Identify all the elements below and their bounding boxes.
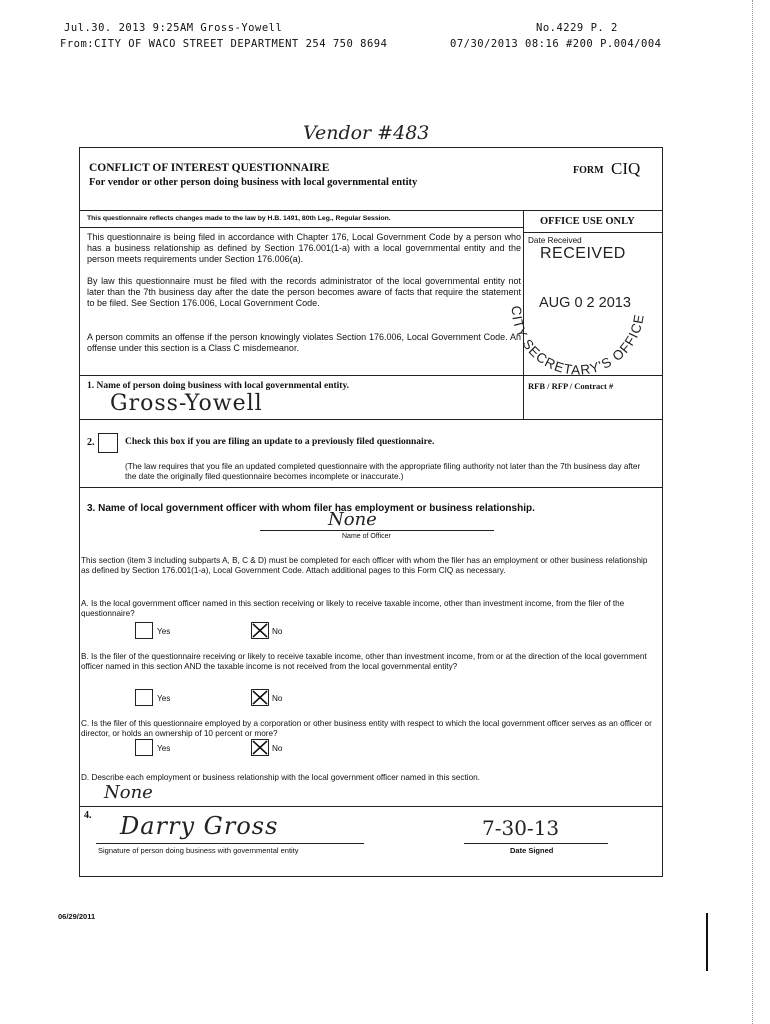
update-checkbox[interactable] [98,433,118,453]
question-c-yes-label: Yes [157,744,171,753]
fax-header-left-2: From:CITY OF WACO STREET DEPARTMENT 254 750 8694 [60,38,388,50]
question-c: C. Is the filer of this questionnaire employed by a corporation or other business entity with respect to which the local government officer serves as an officer or director, or holds an ownership of 10 percent or more? [81,719,652,738]
question-c-yes-checkbox[interactable] [135,739,153,756]
svg-text:CITY SECRETARY'S OFFICE [509,305,647,377]
date-line [464,843,608,844]
intro-paragraph-3: A person commits an offense if the person knowingly violates Section 176.006, Local Government Code. An offense under this section is a Class C misdemeanor. [87,332,521,353]
form-code: CIQ [611,159,641,178]
divider [80,375,662,376]
officer-name-line [260,530,494,531]
question-a-no-label: No [272,627,283,636]
signature: Darry Gross [120,812,279,840]
section-3-label: 3. Name of local government officer with whom filer has employment or business relationship. [87,503,535,514]
date-received-label: Date Received [528,236,582,245]
divider [80,227,523,228]
fax-header-left-1: Jul.30. 2013 9:25AM Gross-Yowell [64,22,283,34]
section-2-note: (The law requires that you file an updated completed questionnaire with the appropriate filing authority not later than the 7th business day after the date the originally filed questionnaire becomes incomplete or inaccurate.) [125,462,641,481]
question-b-yes-label: Yes [157,694,171,703]
divider [80,487,662,488]
question-d-value: None [104,782,153,803]
question-a-yes-label: Yes [157,627,171,636]
check-x-icon [252,690,268,705]
divider [80,806,662,807]
form-label: FORM [573,165,604,176]
footer-revision-code: 06/29/2011 [58,912,96,921]
section-2-number: 2. [87,437,95,448]
form-subtitle: For vendor or other person doing business with local governmental entity [89,177,418,188]
question-d: D. Describe each employment or business relationship with the local government officer named in this section. [81,773,480,782]
vendor-number-note: Vendor #483 [303,122,430,144]
check-x-icon [252,740,268,755]
stamp-arc-text: CITY SECRETARY'S OFFICE [508,305,647,378]
section-1-value: Gross-Yowell [110,391,263,416]
intro-paragraph-1: This questionnaire is being filed in accordance with Chapter 176, Local Government Code by a person who has a business relationship as defined by Section 176.001(1-a) with a local governmental entity and the person meets requirements under Section 176.006(a). [87,232,521,264]
section-4-number: 4. [84,810,92,821]
fax-header-right-1: No.4229 P. 2 [536,22,618,34]
signature-caption: Signature of person doing business with governmental entity [98,846,299,855]
date-signed-value: 7-30-13 [482,816,560,840]
office-use-heading: OFFICE USE ONLY [540,216,635,227]
divider [80,419,662,420]
question-a: A. Is the local government officer named in this section receiving or likely to receive taxable income, other than investment income, from the filer of the questionnaire? [81,599,625,618]
question-b-no-label: No [272,694,283,703]
question-a-yes-checkbox[interactable] [135,622,153,639]
intro-paragraph-2: By law this questionnaire must be filed with the records administrator of the local governmental entity not later than the 7th business day after the date the person becomes aware of facts that require the statement to be filed. See Section 176.006, Local Government Code. [87,276,521,308]
scan-edge [752,0,753,1024]
officer-name-caption: Name of Officer [342,533,391,540]
divider [523,232,662,233]
question-c-no-checkbox[interactable] [251,739,269,756]
form-title: CONFLICT OF INTEREST QUESTIONNAIRE [89,162,330,174]
section-1-label: 1. Name of person doing business with local governmental entity. [87,381,350,391]
divider [80,210,662,211]
ciq-form [79,147,663,877]
signature-line [96,843,364,844]
question-b-no-checkbox[interactable] [251,689,269,706]
date-signed-caption: Date Signed [510,846,554,855]
fax-header-right-2: 07/30/2013 08:16 #200 P.004/004 [450,38,662,50]
stamp-date: AUG 0 2 2013 [539,295,631,311]
check-x-icon [252,623,268,638]
question-b-yes-checkbox[interactable] [135,689,153,706]
question-c-no-label: No [272,744,283,753]
question-a-no-checkbox[interactable] [251,622,269,639]
section-2-label: Check this box if you are filing an update to a previously filed questionnaire. [125,437,435,447]
scan-mark [706,913,708,971]
question-b: B. Is the filer of the questionnaire receiving or likely to receive taxable income, other than investment income, from or at the direction of the local government officer named in this section AND the taxable income is not received from the local governmental entity? [81,652,647,671]
officer-name-value: None [328,509,377,530]
section-3-note: This section (item 3 including subparts A, B, C & D) must be completed for each officer with whom the filer has an employment or other business relationship as defined by Section 176.001(1-a), Local Government Code. Attach additional pages to this Form CIQ as necessary. [81,556,648,575]
stamp-received: RECEIVED [540,245,626,262]
rfb-contract-label: RFB / RFP / Contract # [528,381,614,391]
reflects-note: This questionnaire reflects changes made to the law by H.B. 1491, 80th Leg., Regular Session. [87,215,391,222]
